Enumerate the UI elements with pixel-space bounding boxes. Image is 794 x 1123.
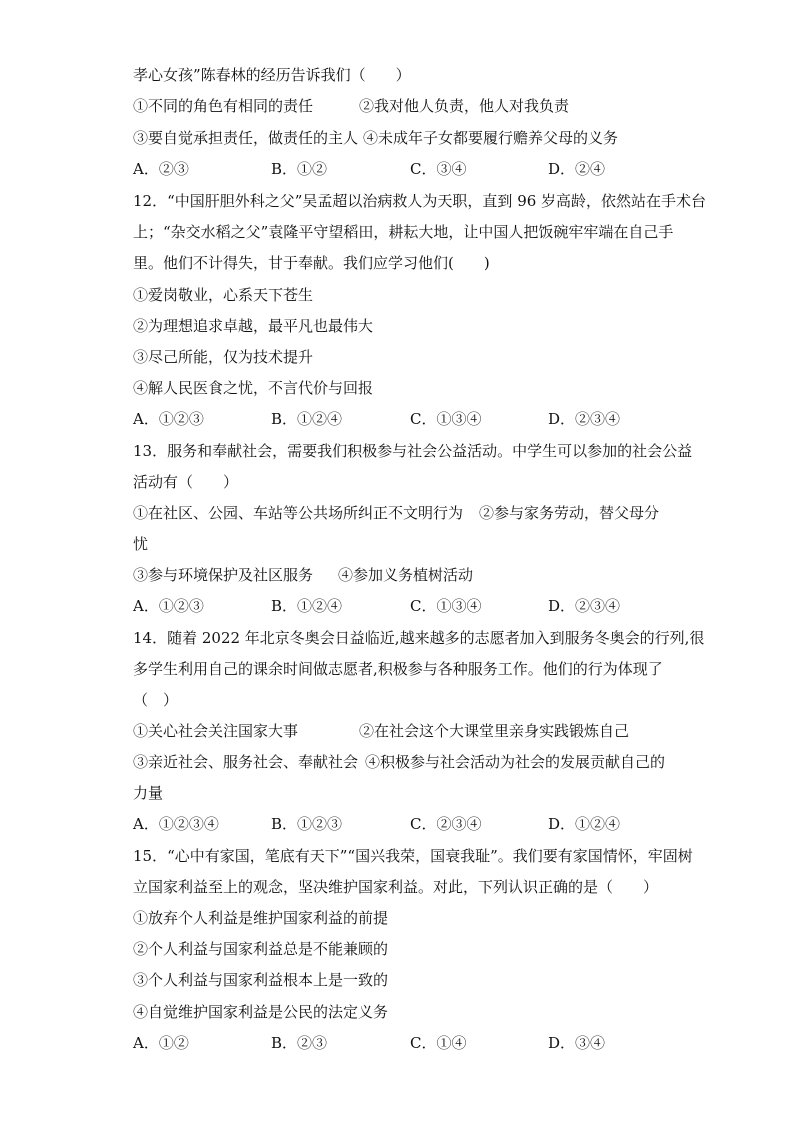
question-stem: 12．“中国肝胆外科之父”吴孟超以治病救人为天职，直到 96 岁高龄，依然站在手术台	[133, 192, 707, 210]
statement-3: ③亲近社会、服务社会、奉献社会	[133, 753, 359, 771]
question-stem: 立国家利益至上的观念，坚决维护国家利益。对此，下列认识正确的是（ ）	[133, 878, 659, 896]
question-stem: （ ）	[133, 691, 179, 709]
choice-d[interactable]: D．①②④	[548, 815, 621, 833]
choice-a[interactable]: A．①②③④	[133, 815, 219, 833]
choice-a[interactable]: A．①②	[133, 1034, 189, 1052]
statement-3: ③要自觉承担责任，做责任的主人	[133, 129, 359, 147]
statement-3: ③参与环境保护及社区服务	[133, 566, 314, 584]
choice-c[interactable]: C．①③④	[410, 597, 482, 615]
question-stem: 孝心女孩”陈春林的经历告诉我们（ ）	[133, 66, 411, 84]
choice-a[interactable]: A．①②③	[133, 597, 204, 615]
statement-continuation: 忧	[133, 535, 149, 553]
statement-4: ④解人民医食之忧，不言代价与回报	[133, 379, 374, 397]
statement-4: ④自觉维护国家利益是公民的法定义务	[133, 1003, 389, 1021]
choice-d[interactable]: D．②④	[548, 160, 606, 178]
question-stem: 里。他们不计得失，甘于奉献。我们应学习他们( )	[133, 254, 490, 272]
choice-b[interactable]: B．①②④	[271, 410, 343, 428]
statement-3: ③个人利益与国家利益根本上是一致的	[133, 971, 389, 989]
choice-d[interactable]: D．②③④	[548, 410, 621, 428]
choice-b[interactable]: B．①②④	[271, 597, 343, 615]
statement-2: ②我对他人负责，他人对我负责	[359, 97, 570, 115]
choice-b[interactable]: B．②③	[271, 1034, 328, 1052]
statement-2: ②参与家务劳动，替父母分	[479, 504, 660, 522]
statement-1: ①不同的角色有相同的责任	[133, 97, 314, 115]
question-stem: 13．服务和奉献社会，需要我们积极参与社会公益活动。中学生可以参加的社会公益	[133, 442, 693, 460]
statement-2: ②为理想追求卓越，最平凡也最伟大	[133, 317, 374, 335]
question-stem: 15．“心中有家国，笔底有天下”“国兴我荣，国衰我耻”。我们要有家国情怀，牢固树	[133, 847, 693, 865]
statement-2: ②在社会这个大课堂里亲身实践锻炼自己	[359, 722, 630, 740]
choice-c[interactable]: C．①④	[410, 1034, 467, 1052]
choice-b[interactable]: B．①②③	[271, 815, 343, 833]
choice-c[interactable]: C．①③④	[410, 410, 482, 428]
choice-a[interactable]: A．①②③	[133, 410, 204, 428]
statement-4: ④积极参与社会活动为社会的发展贡献自己的	[365, 753, 666, 771]
statement-4: ④参加义务植树活动	[338, 566, 474, 584]
statement-1: ①爱岗敬业，心系天下苍生	[133, 286, 314, 304]
question-stem: 14．随着 2022 年北京冬奥会日益临近,越来越多的志愿者加入到服务冬奥会的行列,很	[133, 629, 705, 647]
choice-b[interactable]: B．①②	[271, 160, 328, 178]
statement-1: ①放弃个人利益是维护国家利益的前提	[133, 909, 389, 927]
question-stem: 上；“杂交水稻之父”袁隆平守望稻田，耕耘大地，让中国人把饭碗牢牢端在自己手	[133, 223, 674, 241]
choice-a[interactable]: A．②③	[133, 160, 189, 178]
statement-continuation: 力量	[133, 784, 164, 802]
statement-1: ①关心社会关注国家大事	[133, 722, 299, 740]
choice-c[interactable]: C．②③④	[410, 815, 482, 833]
statement-3: ③尽己所能，仅为技术提升	[133, 348, 314, 366]
question-stem: 活动有（ ）	[133, 473, 239, 491]
choice-c[interactable]: C．③④	[410, 160, 467, 178]
choice-d[interactable]: D．②③④	[548, 597, 621, 615]
statement-4: ④未成年子女都要履行赡养父母的义务	[363, 129, 619, 147]
question-stem: 多学生利用自己的课余时间做志愿者,积极参与各种服务工作。他们的行为体现了	[133, 660, 663, 678]
statement-1: ①在社区、公园、车站等公共场所纠正不文明行为	[133, 504, 464, 522]
statement-2: ②个人利益与国家利益总是不能兼顾的	[133, 940, 389, 958]
choice-d[interactable]: D．③④	[548, 1034, 606, 1052]
